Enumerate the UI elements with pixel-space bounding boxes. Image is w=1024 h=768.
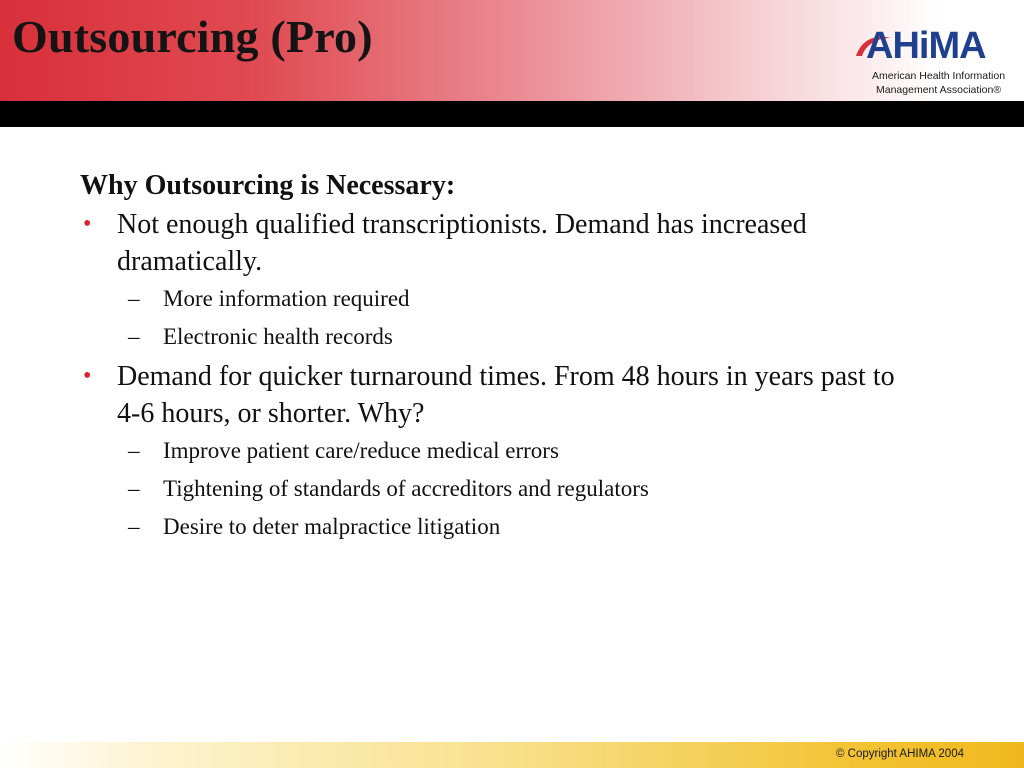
sub-bullet-dash-icon: – <box>128 324 140 349</box>
sub-bullet-dash-icon: – <box>128 438 140 463</box>
copyright-notice: © Copyright AHIMA 2004 <box>835 748 964 760</box>
bullet-text: Not enough qualified transcriptionists. Demand has increased dramatically. <box>117 209 807 277</box>
sub-bullet-text: Tightening of standards of accreditors and regulators <box>163 476 649 501</box>
bullet-item <box>80 358 897 432</box>
sub-bullet-text: Improve patient care/reduce medical errors <box>163 438 559 463</box>
sub-bullet-item <box>80 436 940 466</box>
sub-bullet-dash-icon: – <box>128 476 140 501</box>
slide-header <box>0 0 1024 101</box>
header-divider-bar <box>0 101 1024 127</box>
slide-footer <box>0 742 1024 768</box>
ahima-logo <box>852 24 1012 100</box>
logo-wordmark: AHiMA <box>866 25 986 67</box>
sub-bullet-item <box>80 322 940 352</box>
slide-body <box>80 168 940 550</box>
bullet-dot-icon: • <box>83 363 92 389</box>
sub-bullet-item <box>80 512 940 542</box>
bullet-text: Demand for quicker turnaround times. From 48 hours in years past to 4-6 hours, or shorter. Why? <box>117 361 895 429</box>
logo-tagline-line1: American Health Information <box>872 70 1006 82</box>
section-heading: Why Outsourcing is Necessary: <box>80 170 456 201</box>
sub-bullet-text: Electronic health records <box>163 324 393 349</box>
bullet-dot-icon: • <box>83 211 92 237</box>
sub-bullet-text: More information required <box>163 286 410 311</box>
sub-bullet-item <box>80 474 940 504</box>
sub-bullet-dash-icon: – <box>128 514 140 539</box>
bullet-item <box>80 206 897 280</box>
slide-title: Outsourcing (Pro) <box>12 11 373 62</box>
logo-tagline-line2: Management Association® <box>876 84 1002 96</box>
sub-bullet-text: Desire to deter malpractice litigation <box>163 514 501 539</box>
sub-bullet-dash-icon: – <box>128 286 140 311</box>
sub-bullet-item <box>80 284 940 314</box>
